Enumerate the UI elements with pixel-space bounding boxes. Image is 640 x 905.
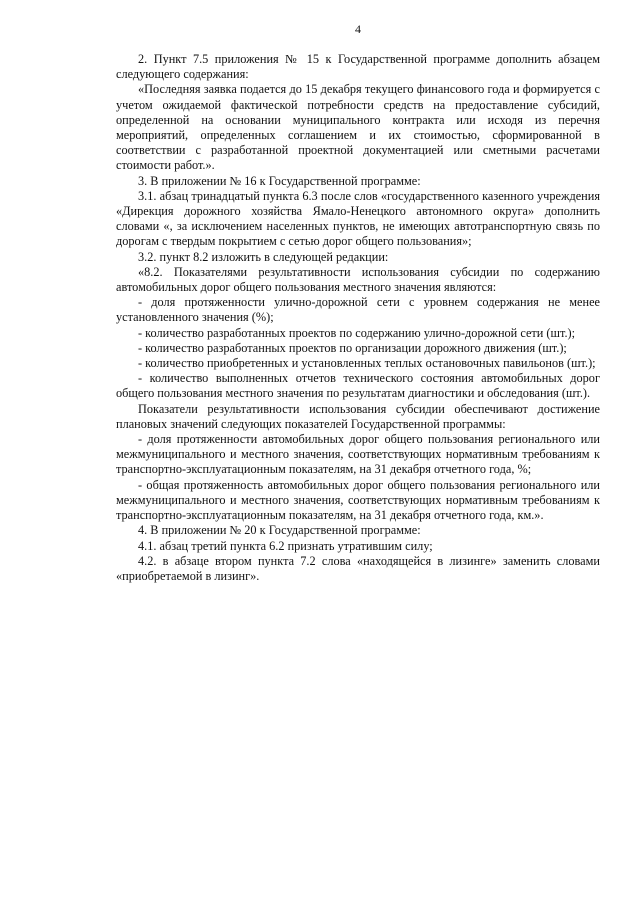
paragraph: «8.2. Показателями результативности использования субсидии по содержанию автомобильных дорог общего пользования местного значения являются: bbox=[116, 264, 600, 295]
paragraph: Показатели результативности использования субсидии обеспечивают достижение плановых значений следующих показателей Государственной программы: bbox=[116, 401, 600, 431]
list-item: - общая протяженность автомобильных дорог общего пользования регионального или межмуниципального и местного значения, соответствующих нормативным требованиям к транспортно-эксплуатационным показателям, на 31 декабря отчетного года, км.». bbox=[116, 477, 600, 523]
list-item: - количество разработанных проектов по содержанию улично-дорожной сети (шт.); bbox=[138, 325, 576, 340]
list-item: - количество выполненных отчетов технического состояния автомобильных дорог общего пользования местного значения по результатам диагностики и обследования (шт.). bbox=[116, 371, 600, 401]
paragraph: 2. Пункт 7.5 приложения № 15 к Государственной программе дополнить абзацем следующего содержания: bbox=[116, 52, 600, 82]
paragraph: 3.2. пункт 8.2 изложить в следующей редакции: bbox=[138, 249, 389, 264]
list-item: - доля протяженности автомобильных дорог общего пользования регионального или межмуниципального и местного значения, соответствующих нормативным требованиям к транспортно-эксплуатационным показателям, на 31 декабря отчетного года, %; bbox=[116, 432, 600, 477]
list-item: - количество разработанных проектов по организации дорожного движения (шт.); bbox=[138, 340, 567, 355]
list-item: - доля протяженности улично-дорожной сети с уровнем содержания не менее установленного значения (%); bbox=[116, 295, 600, 325]
document-body bbox=[116, 52, 600, 584]
paragraph: «Последняя заявка подается до 15 декабря текущего финансового года и формируется с учетом ожидаемой фактической потребности средств на предоставление субсидий, определенной на основании муниципального контракта или исходя из перечня мероприятий, определенных соглашением и их стоимостью, сформированной в соответствии с разработанной проектной документацией или сметными расчетами стоимости работ.». bbox=[116, 82, 600, 173]
paragraph: 4.2. в абзаце втором пункта 7.2 слова «находящейся в лизинге» заменить словами «приобретаемой в лизинг». bbox=[116, 553, 600, 583]
paragraph: 3. В приложении № 16 к Государственной программе: bbox=[138, 173, 421, 188]
paragraph: 4. В приложении № 20 к Государственной программе: bbox=[138, 523, 421, 538]
list-item: - количество приобретенных и установленных теплых остановочных павильонов (шт.); bbox=[138, 356, 596, 371]
page-number: 4 bbox=[355, 22, 361, 36]
paragraph: 4.1. абзац третий пункта 6.2 признать утратившим силу; bbox=[138, 538, 433, 553]
paragraph: 3.1. абзац тринадцатый пункта 6.3 после слов «государственного казенного учреждения «Дирекция дорожного хозяйства Ямало-Ненецкого автономного округа» дополнить словами «, за исключением населенных пунктов, не имеющих автотранспортную связь по дорогам с твердым покрытием с сетью дорог общего пользования»; bbox=[116, 188, 600, 249]
